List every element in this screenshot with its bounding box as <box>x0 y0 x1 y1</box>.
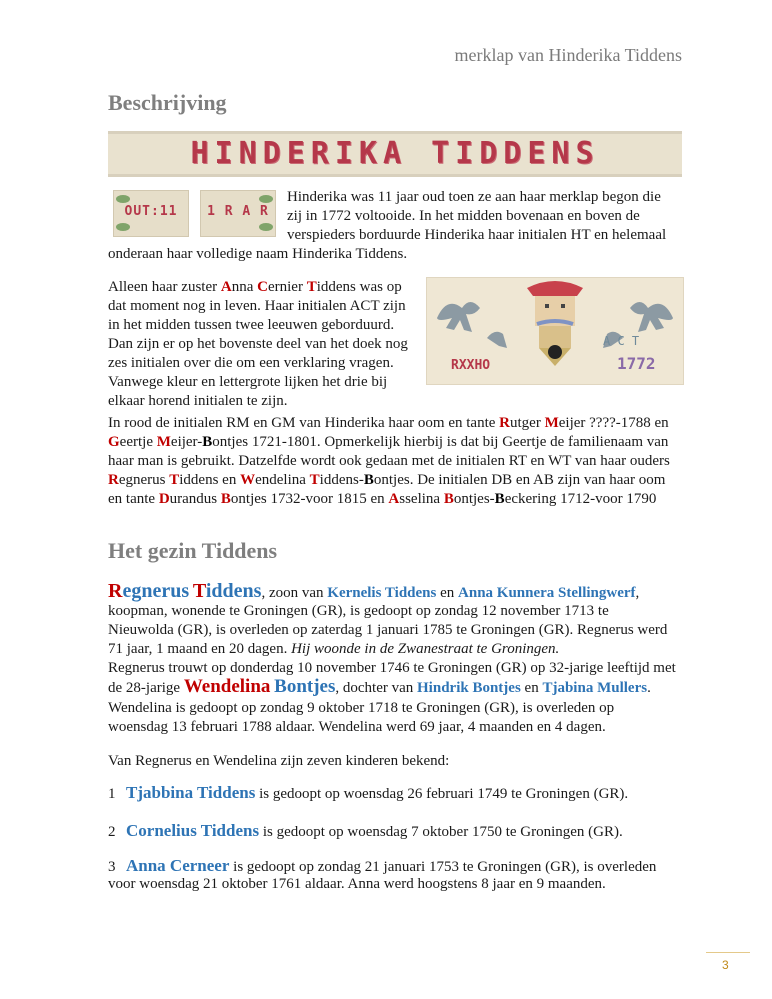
leaf-decoration <box>116 195 130 203</box>
paragraph-intro-line: onderaan haar volledige naam Hinderika Tiddens. <box>108 246 408 262</box>
paragraph-initials-line-3: haar man is gebruikt. Datzelfde wordt ook gedaan met de initialen RT en WT van haar ouders <box>108 453 670 469</box>
leaf-decoration <box>116 223 130 231</box>
thumb-embroidered-text: 1 R A R <box>207 204 269 219</box>
child-link[interactable]: Anna Cerneer <box>126 856 230 875</box>
paragraph-intro-line: verspieders borduurde Hinderika haar initialen HT en helemaal <box>287 227 667 243</box>
running-header: merklap van Hinderika Tiddens <box>454 45 682 65</box>
paragraph-initials-line-1: In rood de initialen RM en GM van Hinderika haar oom en tante Rutger Meijer ????-1788 en <box>108 415 669 431</box>
child-link[interactable]: Tjabbina Tiddens <box>126 783 256 802</box>
mother-link[interactable]: Anna Kunnera Stellingwerf <box>458 585 636 601</box>
leaf-decoration <box>259 223 273 231</box>
sampler-lions-photo <box>426 277 684 385</box>
photo-embroidered-initials: RXXHO <box>451 358 491 373</box>
regnerus-line-5: Regnerus trouwt op donderdag 10 november 1746 te Groningen (GR) op 32-jarige leeftijd met <box>108 660 676 676</box>
children-intro: Van Regnerus en Wendelina zijn zeven kinderen bekend: <box>108 753 450 769</box>
sampler-detail-image-2 <box>200 190 276 237</box>
regnerus-line-1: Regnerus Tiddens, zoon van Kernelis Tiddens en Anna Kunnera Stellingwerf, <box>108 580 640 602</box>
paragraph-sister-line: Dan zijn er op het bovenste deel van het doek nog <box>108 336 408 352</box>
paragraph-initials-line-4: Regnerus Tiddens en Wendelina Tiddens-Bontjes. De initialen DB en AB zijn van haar oom <box>108 472 666 488</box>
regnerus-line-2: koopman, wonende te Groningen (GR), is gedoopt op zondag 12 november 1713 te <box>108 603 609 619</box>
leaf-decoration <box>259 195 273 203</box>
paragraph-intro-line: Hinderika was 11 jaar oud toen ze aan haar merklap begon die <box>287 189 661 205</box>
regnerus-line-8: woensdag 13 februari 1788 aldaar. Wendelina werd 69 jaar, 4 maanden en 4 dagen. <box>108 719 606 735</box>
wife-mother-link[interactable]: Tjabina Mullers <box>542 680 648 696</box>
paragraph-sister-line: elkaar horend initialen te zijn. <box>108 393 288 409</box>
paragraph-sister-line: dat moment nog in leven. Haar initialen ACT zijn <box>108 298 406 314</box>
sampler-detail-image-1 <box>113 190 189 237</box>
paragraph-initials-line-2: Geertje Meijer-Bontjes 1721-1801. Opmerkelijk hierbij is dat bij Geertje de familienaam van <box>108 434 669 450</box>
paragraph-sister-line: zes initialen over die om een verklaring vragen. <box>108 355 394 371</box>
child-item-3: 3 Anna Cerneer is gedoopt op zondag 21 januari 1753 te Groningen (GR), is overleden <box>108 856 657 875</box>
wife-father-link[interactable]: Hindrik Bontjes <box>417 680 521 696</box>
section-heading-beschrijving: Beschrijving <box>108 90 227 115</box>
paragraph-sister-line: Alleen haar zuster Anna Cernier Tiddens was op <box>108 279 402 295</box>
child-link[interactable]: Cornelius Tiddens <box>126 821 260 840</box>
regnerus-line-4: 71 jaar, 1 maand en 20 dagen. Hij woonde in de Zwanestraat te Groningen. <box>108 641 560 657</box>
paragraph-sister-line: in het midden tussen twee leeuwen geborduurd. <box>108 317 395 333</box>
father-link[interactable]: Kernelis Tiddens <box>327 585 437 601</box>
thumb-embroidered-text: OUT:11 <box>124 204 178 219</box>
child-item-3-cont: voor woensdag 21 oktober 1761 aldaar. Anna werd hoogstens 8 jaar en 9 maanden. <box>108 876 606 892</box>
banner-embroidered-text: HINDERIKA TIDDENS <box>190 136 600 171</box>
paragraph-intro-line: zij in 1772 voltooide. In het midden bovenaan en boven de <box>287 208 640 224</box>
section-heading-gezin: Het gezin Tiddens <box>108 538 278 563</box>
photo-embroidered-act: A C T <box>603 334 640 348</box>
paragraph-sister-line: Vanwege kleur en lettergrote lijken het drie bij <box>108 374 388 390</box>
regnerus-line-7: Wendelina is gedoopt op zondag 9 oktober 1718 te Groningen (GR), is overleden op <box>108 700 615 716</box>
wife-link[interactable]: Wendelina <box>183 676 271 697</box>
child-item-2: 2 Cornelius Tiddens is gedoopt op woensdag 7 oktober 1750 te Groningen (GR). <box>108 821 623 840</box>
regnerus-line-3: Nieuwolda (GR), is overleden op zaterdag 1 januari 1785 te Groningen (GR). Regnerus werd <box>108 622 668 638</box>
regnerus-line-6: de 28-jarige Wendelina Bontjes, dochter van Hindrik Bontjes en Tjabina Mullers. <box>108 676 651 697</box>
photo-embroidered-year: 1772 <box>617 354 656 373</box>
paragraph-initials-line-5: en tante Durandus Bontjes 1732-voor 1815 en Asselina Bontjes-Beckering 1712-voor 1790 <box>108 491 657 507</box>
footer-rule <box>706 952 750 953</box>
sampler-name-banner-image <box>108 131 682 177</box>
child-item-1: 1 Tjabbina Tiddens is gedoopt op woensdag 26 februari 1749 te Groningen (GR). <box>108 783 629 802</box>
page-number: 3 <box>722 958 729 972</box>
